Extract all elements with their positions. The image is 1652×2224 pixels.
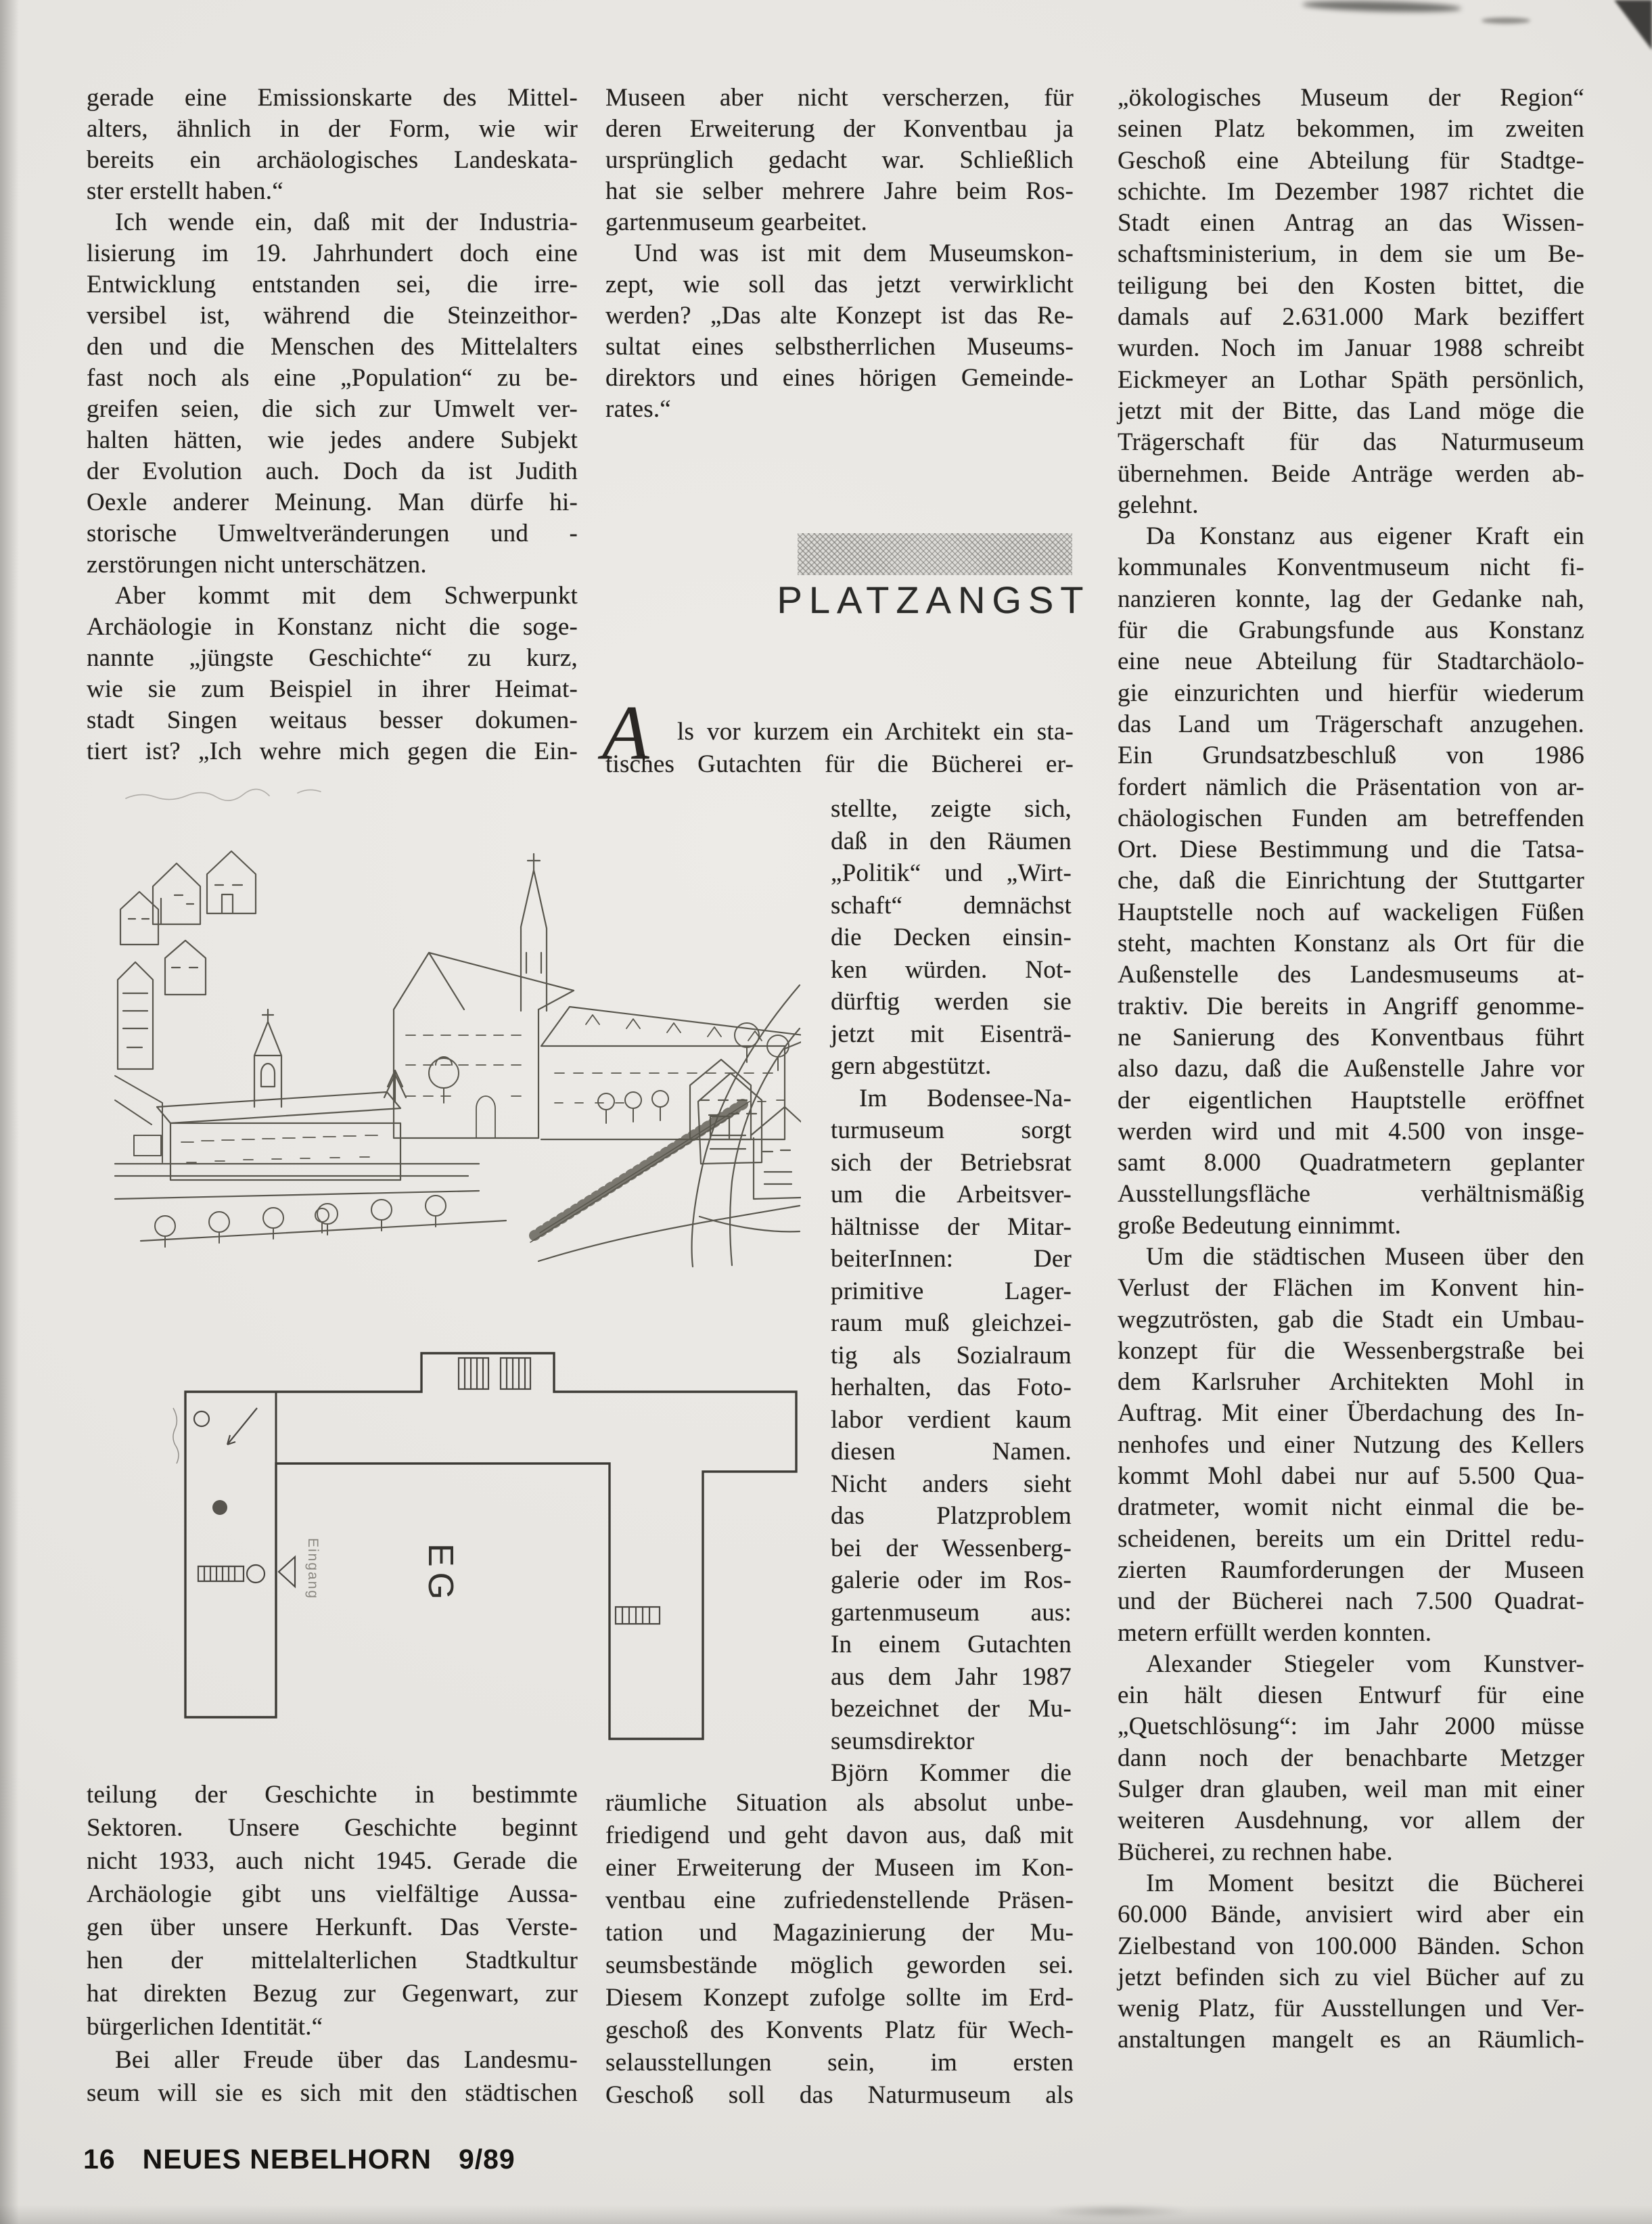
text-line: fordert nämlich die Präsentation von ar- [1118, 773, 1584, 801]
text-line: tation und Magazinierung der Mu- [605, 1919, 1074, 1947]
scan-artifact [1302, 0, 1461, 14]
scan-artifact [1482, 18, 1530, 24]
text-line: sich der Betriebsrat [831, 1148, 1072, 1177]
text-line: galerie oder im Ros- [831, 1566, 1072, 1594]
paragraph [605, 716, 1074, 781]
text-line: seumsdirektor [831, 1727, 975, 1755]
text-line: „Politik“ und „Wirt- [831, 859, 1072, 887]
text-line: nannte „jüngste Geschichte“ zu kurz, [87, 644, 578, 672]
text-line: Da Konstanz aus eigener Kraft ein [1146, 522, 1584, 551]
page-footer [83, 2143, 515, 2175]
text-line: scheidenen, bereits um ein Drittel redu- [1118, 1524, 1584, 1553]
paragraph [87, 581, 578, 767]
text-line: stellte, zeigte sich, [831, 795, 1072, 823]
text-line: Trägerschaft für das Naturmuseum [1118, 428, 1584, 457]
text-line: diesen Namen. [831, 1438, 1072, 1466]
text-line: bereits ein archäologisches Landeskata- [87, 146, 578, 174]
article-headline: PLATZANGST [777, 578, 1091, 621]
text-line: seumsbestände möglich geworden sei. [605, 1951, 1074, 1979]
text-line: „ökologisches Museum der Region“ [1118, 84, 1584, 112]
text-line: raum muß gleichzei- [831, 1309, 1072, 1337]
text-line: steht, machten Konstanz als Ort für die [1118, 930, 1584, 958]
text-line: gerade eine Emissionskarte des Mittel- [87, 84, 578, 112]
text-line: Ausstellungsfläche verhältnismäßig [1118, 1180, 1584, 1208]
text-line: also dazu, daß die Außenstelle Jahre vor [1118, 1055, 1584, 1083]
text-line: Sektoren. Unsere Geschichte beginnt [87, 1814, 578, 1842]
text-line: beiterInnen: Der [831, 1245, 1072, 1273]
town-sketch-drawing [100, 784, 801, 1268]
entrance-arrow-icon [279, 1557, 295, 1587]
article-column-middle-bottom [605, 1787, 1074, 2112]
text-line: anstaltungen mangelt es an Räumlich- [1118, 2026, 1584, 2054]
text-line: dratmeter, womit nicht einmal die be- [1118, 1493, 1584, 1522]
text-line: ls vor kurzem ein Architekt ein sta- [677, 718, 1074, 746]
text-line: übernehmen. Beide Anträge werden ab- [1118, 459, 1584, 488]
north-arrow-icon [227, 1408, 257, 1445]
text-line: rates.“ [605, 395, 671, 423]
article-column-left-top [87, 83, 578, 767]
text-line: friedigend und geht davon aus, daß mit [605, 1821, 1074, 1849]
text-line: tig als Sozialraum [831, 1341, 1072, 1369]
text-line: der eigentlichen Hauptstelle eröffnet [1118, 1086, 1584, 1114]
paragraph [87, 83, 578, 207]
text-line: ein hält diesen Entwurf für eine [1118, 1681, 1584, 1710]
text-line: damals auf 2.631.000 Mark beziffert [1118, 303, 1584, 332]
paragraph [87, 1778, 578, 2043]
text-line: wegzutrösten, gab die Stadt ein Umbau- [1118, 1305, 1584, 1334]
text-line: Nicht anders sieht [831, 1470, 1072, 1498]
paragraph [1118, 1242, 1584, 1649]
drop-cap: A [602, 689, 649, 775]
magazine-title: NEUES NEBELHORN [142, 2143, 432, 2175]
text-line: zept, wie soll das jetzt verwirklicht [605, 271, 1074, 298]
paragraph [87, 207, 578, 581]
paragraph [831, 793, 1072, 1083]
text-line: geschoß des Konvents Platz für Wech- [605, 2016, 1074, 2044]
text-line: ventbau eine zufriedenstellende Präsen- [605, 1886, 1074, 1914]
text-line: gern abgestützt. [831, 1052, 992, 1080]
text-line: der Evolution auch. Doch da ist Judith [87, 457, 578, 485]
text-line: Entwicklung entstanden sei, die irre- [87, 271, 578, 298]
text-line: deren Erweiterung der Konventbau ja [605, 115, 1074, 143]
text-line: Archäologie in Konstanz nicht die soge- [87, 613, 578, 641]
town-sketch-illustration [100, 784, 801, 1268]
paragraph [1118, 83, 1584, 521]
text-line: greifen seien, die sich zur Umwelt ver- [87, 395, 578, 423]
text-line: Geschoß eine Abteilung für Stadtge- [1118, 146, 1584, 175]
text-line: che, daß die Einrichtung der Stuttgarter [1118, 867, 1584, 895]
text-line: zierten Raumforderungen der Museen [1118, 1556, 1584, 1584]
text-line: teilung der Geschichte in bestimmte [87, 1781, 578, 1809]
text-line: wenig Platz, für Ausstellungen und Ver- [1118, 1995, 1584, 2023]
text-line: stadt Singen weitaus besser dokumen- [87, 706, 578, 734]
text-line: kommt Mohl dabei nur auf 5.500 Qua- [1118, 1462, 1584, 1491]
text-line: storische Umweltveränderungen und - [87, 520, 578, 547]
paragraph [605, 83, 1074, 238]
text-line: um die Arbeitsver- [831, 1181, 1072, 1208]
text-line: „Quetschlösung“: im Jahr 2000 müsse [1118, 1712, 1584, 1741]
text-line: Archäologie gibt uns vielfältige Aussa- [87, 1880, 578, 1908]
scan-artifact-corner [1614, 0, 1652, 50]
text-line: Diesem Konzept zufolge sollte im Erd- [605, 1984, 1074, 2012]
paragraph [1118, 1649, 1584, 1868]
text-line: jetzt befinden sich zu viel Bücher auf zu [1118, 1963, 1584, 1991]
text-line: halten hätten, wie jedes andere Subjekt [87, 426, 578, 454]
plan-door-circle [247, 1565, 265, 1583]
paragraph [605, 1787, 1074, 2112]
text-line: gelehnt. [1118, 491, 1199, 519]
text-line: Verlust der Flächen im Konvent hin- [1118, 1274, 1584, 1302]
text-line: teiligung bei den Kosten bittet, die [1118, 271, 1584, 300]
text-line: Auftrag. Mit einer Überdachung des In- [1118, 1399, 1584, 1428]
text-line: werden? „Das alte Konzept ist das Re- [605, 302, 1074, 330]
headline-hatch-bar [798, 533, 1072, 575]
text-line: Museen aber nicht verscherzen, für [605, 84, 1074, 112]
article-column-left-bottom [87, 1778, 578, 2110]
text-line: Hauptstelle noch auf wackeligen Füßen [1118, 898, 1584, 926]
article-column-middle-narrow [831, 793, 1072, 1790]
text-line: lisierung im 19. Jahrhundert doch eine [87, 240, 578, 267]
text-line: gartenmuseum gearbeitet. [605, 208, 867, 236]
text-line: sultat eines selbstherrlichen Museums- [605, 333, 1074, 361]
text-line: hältnisse der Mitar- [831, 1212, 1072, 1241]
text-line: primitive Lager- [831, 1277, 1072, 1305]
text-line: ster erstellt haben.“ [87, 177, 283, 205]
article-column-middle-top [605, 83, 1074, 425]
scan-shadow-left [0, 0, 19, 2224]
text-line: nanzieren konnte, lag der Gedanke nah, [1118, 585, 1584, 613]
text-line: dürftig werden sie [831, 988, 1072, 1016]
text-line: turmuseum sorgt [831, 1116, 1072, 1144]
text-line: Oexle anderer Meinung. Man dürfe hi- [87, 489, 578, 516]
text-line: nenhofes und einer Nutzung des Kellers [1118, 1430, 1584, 1459]
paragraph [605, 238, 1074, 425]
paragraph [87, 2043, 578, 2110]
text-line: Alexander Stiegeler vom Kunstver- [1146, 1650, 1584, 1678]
text-line: daß in den Räumen [831, 827, 1072, 855]
text-line: Stadt einen Antrag an das Wissen- [1118, 209, 1584, 237]
text-line: hen der mittelalterlichen Stadtkultur [87, 1947, 578, 1974]
text-line: schichte. Im Dezember 1987 richtet die [1118, 177, 1584, 206]
text-line: herhalten, das Foto- [831, 1374, 1072, 1401]
scan-shadow-bottom [0, 2205, 1652, 2224]
text-line: Im Bodensee-Na- [859, 1084, 1072, 1112]
text-line: 60.000 Bände, anvisiert wird aber ein [1118, 1901, 1584, 1929]
text-line: jetzt mit der Bitte, das Land möge die [1118, 396, 1584, 425]
plan-dot-marker [212, 1500, 227, 1515]
text-line: große Bedeutung einnimmt. [1118, 1211, 1402, 1240]
text-line: tisches Gutachten für die Bücherei er- [605, 750, 1074, 778]
article-column-right [1118, 83, 1584, 2056]
text-line: Ich wende ein, daß mit der Industria- [115, 208, 578, 236]
text-line: Ein Grundsatzbeschluß von 1986 [1118, 742, 1584, 770]
scan-artifact [1045, 2204, 1187, 2218]
floor-plan-entrance-label: Eingang [305, 1538, 321, 1600]
text-line: Bücherei, zu rechnen habe. [1118, 1838, 1393, 1866]
text-line: labor verdient kaum [831, 1405, 1072, 1434]
text-line: hat sie selber mehrere Jahre beim Ros- [605, 177, 1074, 205]
paragraph [831, 1083, 1072, 1758]
text-line: traktiv. Die bereits in Angriff genomme- [1118, 992, 1584, 1020]
article-dropcap-paragraph [605, 716, 1074, 781]
plan-north-circle [194, 1411, 209, 1426]
text-line: gen über unsere Herkunft. Das Verste- [87, 1913, 578, 1941]
floor-plan-room-label: EG [421, 1543, 460, 1606]
text-line: weiteren Ausdehnung, vor allem der [1118, 1807, 1584, 1835]
text-line: bürgerlichen Identität.“ [87, 2013, 323, 2041]
text-line: bezeichnet der Mu- [831, 1695, 1072, 1723]
text-line: schaftsministerium, in dem sie um Be- [1118, 240, 1584, 269]
text-line: nicht 1933, auch nicht 1945. Gerade die [87, 1847, 578, 1875]
text-line: Eickmeyer an Lothar Späth persönlich, [1118, 365, 1584, 394]
text-line: wie sie zum Beispiel in ihrer Heimat- [87, 675, 578, 703]
page-number: 16 [83, 2143, 116, 2175]
text-line: direktors und eines hörigen Gemeinde- [605, 364, 1074, 392]
text-line: das Land um Trägerschaft anzugehen. [1118, 710, 1584, 738]
text-line: Geschoß soll das Naturmuseum als [605, 2081, 1074, 2109]
text-line: das Platzproblem [831, 1502, 1072, 1530]
floor-plan-drawing [169, 1343, 805, 1749]
text-line: und der Bücherei nach 7.500 Quadrat- [1118, 1587, 1584, 1616]
text-line: gartenmuseum aus: [831, 1598, 1072, 1627]
text-line: metern erfüllt werden konnten. [1118, 1618, 1432, 1647]
text-line: selausstellungen sein, im ersten [605, 2049, 1074, 2077]
text-line: gie einzurichten und hierfür wiederum [1118, 679, 1584, 707]
paragraph [1118, 1868, 1584, 2056]
text-line: aus dem Jahr 1987 [831, 1662, 1072, 1691]
text-line: dann noch der benachbarte Metzger [1118, 1744, 1584, 1772]
text-line: seum will sie es sich mit den städtischen [87, 2079, 578, 2107]
text-line: konzept für die Wessenbergstraße bei [1118, 1336, 1584, 1365]
text-line: seinen Platz bekommen, im zweiten [1118, 115, 1584, 143]
text-line: zerstörungen nicht unterschätzen. [87, 551, 427, 578]
text-line: tiert ist? „Ich wehre mich gegen die Ein- [87, 737, 578, 765]
text-line: Sulger dran glauben, weil man mit einer [1118, 1775, 1584, 1804]
text-line: chäologischen Funden am betreffenden [1118, 804, 1584, 832]
paragraph [1118, 521, 1584, 1242]
floor-plan-illustration [169, 1343, 805, 1749]
text-line: kommunales Konventmuseum nicht fi- [1118, 553, 1584, 582]
text-line: hat direkten Bezug zur Gegenwart, zur [87, 1980, 578, 2007]
text-line: Zielbestand von 100.000 Bänden. Schon [1118, 1932, 1584, 1960]
text-line: schaft“ demnächst [831, 891, 1072, 920]
text-line: ken würden. Not- [831, 955, 1072, 984]
text-line: In einem Gutachten [831, 1631, 1072, 1658]
text-line: Und was ist mit dem Museumskon- [634, 240, 1074, 267]
issue-number: 9/89 [458, 2143, 515, 2175]
text-line: werden wird und mit 4.500 von insge- [1118, 1117, 1584, 1145]
text-line: für die Grabungsfunde aus Konstanz [1118, 616, 1584, 645]
text-line: eine neue Abteilung für Stadtarchäolo- [1118, 648, 1584, 676]
text-line: Björn Kommer die [831, 1759, 1072, 1787]
text-line: den und die Menschen des Mittelalters [87, 333, 578, 361]
text-line: alters, ähnlich in der Form, wie wir [87, 115, 578, 143]
text-line: Ort. Diese Bestimmung und die Tatsa- [1118, 836, 1584, 864]
paragraph [831, 1757, 1072, 1790]
text-line: bei der Wessenberg- [831, 1534, 1072, 1562]
text-line: ne Sanierung des Konventbaus führt [1118, 1023, 1584, 1051]
text-line: wurden. Noch im Januar 1988 schreibt [1118, 334, 1584, 363]
text-line: einer Erweiterung der Museen im Kon- [605, 1854, 1074, 1882]
text-line: ursprünglich gedacht war. Schließlich [605, 146, 1074, 174]
text-line: Aber kommt mit dem Schwerpunkt [115, 582, 578, 610]
text-line: jetzt mit Eisenträ- [831, 1020, 1072, 1048]
text-line: Außenstelle des Landesmuseums at- [1118, 961, 1584, 989]
text-line: die Decken einsin- [831, 924, 1072, 951]
text-line: samt 8.000 Quadratmetern geplanter [1118, 1149, 1584, 1177]
text-line: dem Karlsruher Architekten Mohl in [1118, 1368, 1584, 1397]
text-line: räumliche Situation als absolut unbe- [605, 1789, 1074, 1817]
text-line: Um die städtischen Museen über den [1146, 1242, 1584, 1271]
text-line: fast noch als eine „Population“ zu be- [87, 364, 578, 392]
text-line: Im Moment besitzt die Bücherei [1146, 1869, 1584, 1897]
text-line: versibel ist, während die Steinzeithor- [87, 302, 578, 330]
text-line: Bei aller Freude über das Landesmu- [115, 2046, 578, 2074]
